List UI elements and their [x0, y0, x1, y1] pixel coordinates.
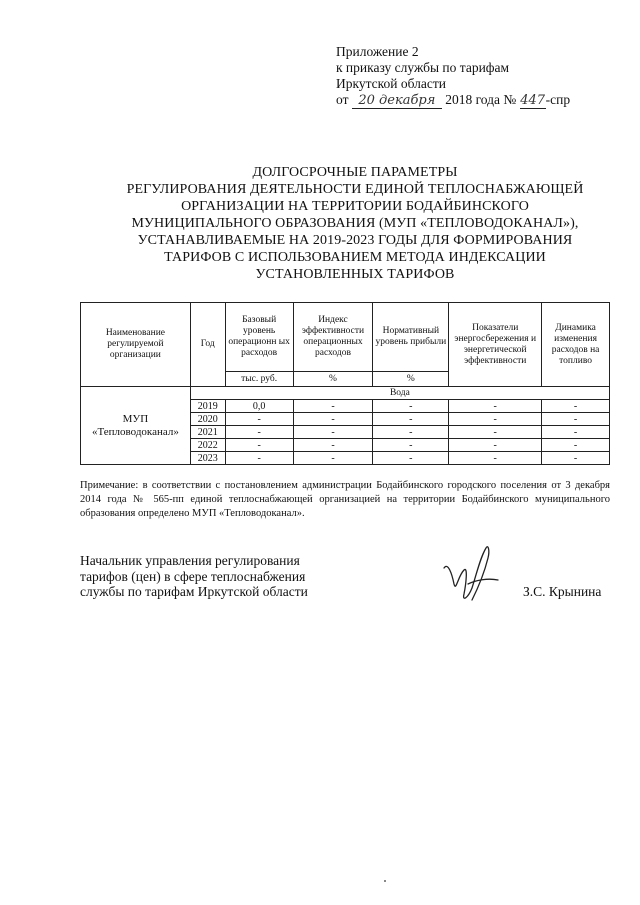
cell-year: 2022	[190, 439, 225, 452]
table-section-row	[81, 387, 610, 400]
cell-year: 2020	[190, 413, 225, 426]
handwritten-signature	[438, 540, 504, 610]
cell-index: -	[293, 400, 373, 413]
cell-index: -	[293, 426, 373, 439]
cell-fuel: -	[542, 439, 610, 452]
signer-position-line-1: Начальник управления регулирования	[80, 553, 300, 568]
cell-profit: -	[373, 439, 449, 452]
signer-position-line-2: тарифов (цен) в сфере теплоснабжения	[80, 568, 306, 584]
header-fuel-dynamics: Динамика изменения расходов на топливо	[542, 303, 610, 387]
cell-index: -	[293, 413, 373, 426]
cell-energy: -	[449, 426, 542, 439]
header-year: Год	[190, 303, 225, 387]
table-header-row	[81, 303, 610, 372]
section-label: Вода	[190, 387, 609, 400]
header-base-opex: Базовый уровень операционн ых расходов	[225, 303, 293, 372]
cell-base: -	[225, 452, 293, 465]
cell-profit: -	[373, 400, 449, 413]
signer-position-line-3: службы по тарифам Иркутской области	[80, 584, 308, 599]
cell-profit: -	[373, 452, 449, 465]
header-org: Наименование регулируемой организации	[81, 303, 191, 387]
title-line: ТАРИФОВ С ИСПОЛЬЗОВАНИЕМ МЕТОДА ИНДЕКСАЦИИ	[164, 250, 546, 265]
unit-profit: %	[373, 372, 449, 387]
cell-base: 0,0	[225, 400, 293, 413]
title-line: УСТАНОВЛЕННЫХ ТАРИФОВ	[255, 267, 455, 282]
cell-energy: -	[449, 439, 542, 452]
cell-base: -	[225, 413, 293, 426]
appendix-line-2: к приказу службы по тарифам	[336, 60, 510, 75]
cell-fuel: -	[542, 452, 610, 465]
cell-year: 2023	[190, 452, 225, 465]
cell-base: -	[225, 426, 293, 439]
unit-index: %	[293, 372, 373, 387]
title-line: РЕГУЛИРОВАНИЯ ДЕЯТЕЛЬНОСТИ ЕДИНОЙ ТЕПЛОСНАБЖАЮЩЕЙ	[126, 182, 584, 197]
title-line: ДОЛГОСРОЧНЫЕ ПАРАМЕТРЫ	[252, 165, 458, 180]
signature-block	[80, 553, 308, 600]
title-line: ОРГАНИЗАЦИИ НА ТЕРРИТОРИИ БОДАЙБИНСКОГО	[181, 199, 529, 214]
cell-year: 2021	[190, 426, 225, 439]
title-line: МУНИЦИПАЛЬНОГО ОБРАЗОВАНИЯ (МУП «ТЕПЛОВОДОКАНАЛ»),	[131, 216, 579, 231]
document-title	[80, 164, 630, 283]
cell-year: 2019	[190, 400, 225, 413]
unit-base: тыс. руб.	[225, 372, 293, 387]
scan-artifact	[384, 880, 386, 882]
appendix-line-3: Иркутской области	[336, 76, 447, 91]
parameters-table	[80, 302, 610, 465]
cell-energy: -	[449, 400, 542, 413]
header-energy-efficiency: Показатели энергосбережения и энергетической эффективности	[449, 303, 542, 387]
appendix-date-line	[336, 92, 570, 109]
org-name-cell: МУП «Тепловодоканал»	[81, 387, 191, 465]
cell-fuel: -	[542, 426, 610, 439]
cell-index: -	[293, 452, 373, 465]
appendix-year-text: 2018 года №	[445, 92, 517, 107]
cell-profit: -	[373, 426, 449, 439]
appendix-line-1: Приложение 2	[336, 44, 419, 59]
cell-energy: -	[449, 413, 542, 426]
footnote: Примечание: в соответствии с постановлением администрации Бодайбинского городского поселения от 3 декабря 2014 года № 565-пп единой теплоснабжающей организацией на территории Бодайбинского муниципального образования определено МУП «Тепловодоканал».	[80, 480, 610, 519]
cell-index: -	[293, 439, 373, 452]
header-efficiency-index: Индекс эффективности операционных расходов	[293, 303, 373, 372]
cell-fuel: -	[542, 413, 610, 426]
title-line: УСТАНАВЛИВАЕМЫЕ НА 2019-2023 ГОДЫ ДЛЯ ФОРМИРОВАНИЯ	[137, 233, 573, 248]
appendix-prefix: от	[336, 92, 349, 107]
handwritten-order-number: 447	[520, 93, 546, 108]
appendix-suffix: -спр	[545, 92, 571, 107]
cell-profit: -	[373, 413, 449, 426]
cell-energy: -	[449, 452, 542, 465]
header-profit-level: Нормативный уровень прибыли	[373, 303, 449, 372]
handwritten-date: 20 декабря	[352, 94, 442, 109]
cell-fuel: -	[542, 400, 610, 413]
signer-name: З.С. Крынина	[523, 584, 602, 599]
appendix-header	[336, 44, 570, 109]
cell-base: -	[225, 439, 293, 452]
